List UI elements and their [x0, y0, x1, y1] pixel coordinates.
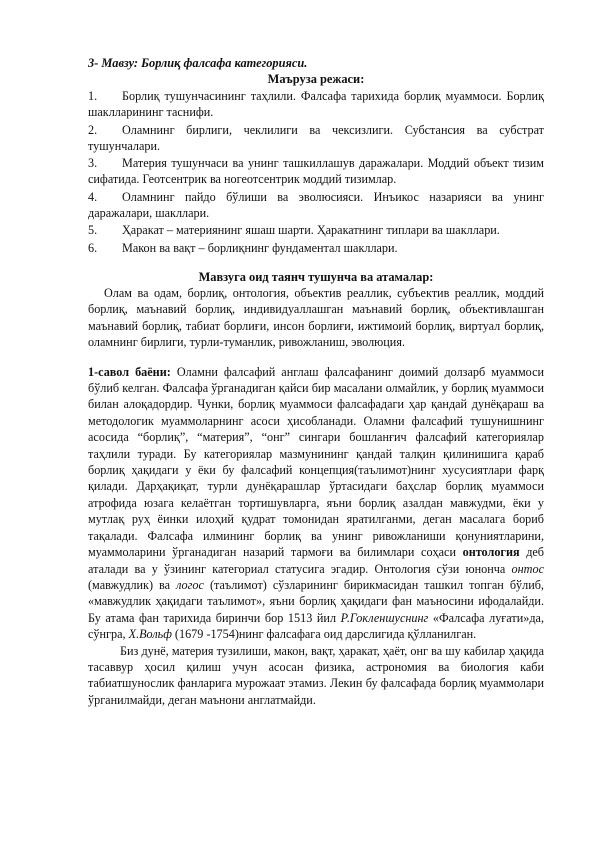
ontos-term: онтос — [511, 561, 544, 576]
plan-item-number: 2. — [88, 122, 98, 137]
ontology-term: онтология — [462, 545, 520, 560]
plan-item — [88, 155, 544, 187]
plan-item — [88, 88, 544, 120]
answer-text: деб аталади ва у ўзининг категориал статусига эгадир. Онтология сўзи юнонча — [88, 545, 545, 576]
plan-item — [88, 189, 544, 221]
plan-item — [88, 122, 544, 154]
answer-text: «Фалсафа луғати»да, сўнгра, — [88, 610, 544, 642]
section-spacer — [88, 257, 544, 267]
plan-item-number: 4. — [88, 189, 98, 204]
plan-item-number: 1. — [88, 89, 98, 103]
plan-item-text: Материя тушунчаси ва унинг ташкиллашув даражалари. Моддий объект тизим сифатида. Геотсентрик ва ногеотсентрик моддий тизимлар. — [88, 156, 544, 186]
answer-text: (1679 -1754)нинг фалсафага оид дарслигида қўлланилган. — [171, 627, 477, 642]
goklenius-name: Р.Гокленшуснинг — [340, 610, 429, 625]
plan-item-number: 5. — [88, 223, 98, 237]
plan-item-text: Борлиқ тушунчасининг таҳлили. Фалсафа тарихида борлиқ муаммоси. Борлиқ шаклларининг таснифи. — [88, 89, 544, 119]
plan-item — [88, 240, 544, 256]
topic-title: 3- Мавзу: Борлиқ фалсафа категорияси. — [88, 56, 308, 70]
lecture-plan-heading: Маърузa режаси: — [267, 72, 365, 86]
plan-item-text: Оламнинг бирлиги, чеклилиги ва чексизлиги. Субстансия ва субстрат тушунчалари. — [88, 122, 544, 153]
plan-item-text: Оламнинг пайдо бўлиши ва эволюсияси. Инъикос назарияси ва унинг даражалари, шакллари. — [88, 189, 544, 220]
question-1-lead: 1-савол баёни: — [88, 364, 171, 379]
plan-item-number: 6. — [88, 240, 98, 255]
answer-text: Оламни фалсафий англаш фалсафанинг доимий долзарб муаммоси бўлиб келган. Фалсафа ўрганадиган қайси бир масалани олмайлик, у борлиқ муаммоси билан алоқадордир. Чунки, борлиқ муаммоси фалсафадаги ҳар қандай дунёқараш ва методологик муаммоларнинг асоси ҳисобланади. Оламни фалсафий тушунишнинг асосида “борлиқ”, “материя”, “онг” сингари бошланғич фалсафий категориялар таҳлили туради. Бу категориялар мазмунининг қандай талқин қилинишига қараб борлиқ ҳақидаги у ёки бу фалсафий концепция(таълимот)нинг хусусиятлари фарқ қилади. Дарҳақиқат, турли дунёқарашлар ўртасидаги баҳслар борлиқ муаммоси атрофида юзага келаётган тортишувларга, яъни борлиқ азалдан мавжудми, ёки у мутлақ руҳ ёинки илоҳий қудрат томонидан яратилганми, деган масалага бориб тақалади. Фалсафа илмининг борлиқ ва унинг ривожланиши қонуниятларини, муаммоларини ўрганадиган назарий тармоғи ва билимлари соҳаси — [88, 364, 544, 560]
wolff-name: Х.Вольф — [128, 627, 172, 642]
plan-item — [88, 222, 544, 238]
plan-item-number: 3. — [88, 156, 98, 170]
plan-item-text: Ҳаракат – материянинг яшаш шарти. Ҳаракатнинг типлари ва шакллари. — [122, 223, 500, 237]
question-1-answer — [88, 364, 544, 643]
lecture-plan-list — [88, 88, 544, 256]
key-concepts-text: Олам ва одам, борлиқ, онтология, объектив реаллик, субъектив реаллик, моддий борлиқ, маънавий борлиқ, индивидуаллашган маънавий борлиқ, объективлашган маънавий борлиқ, табиат борлиғи, инсон борлиғи, ижтимоий борлиқ, виртуал борлиқ, оламнинг бирлиги, турли-туманлик, ривожланиш, эволюция. — [88, 286, 544, 350]
section-spacer — [88, 351, 544, 364]
closing-paragraph: Биз дунё, материя тузилиши, макон, вақт, ҳаракат, ҳаёт, онг ва шу кабилар ҳақида тасаввур ҳосил қилиш учун асосан физика, астрономия ва биология каби табиатшунослик фанларига мурожаат этамиз. Лекин бу фалсафада борлиқ муаммолари ўрганилмайди, деган маънони англатмайди. — [88, 643, 544, 707]
answer-text: (таълимот) сўзларининг бирикмасидан ташкил топган бўлиб, «мавжудлик ҳақидаги таълимот», яъни борлиқ ҳақидаги фан маъносини ифодалайди. Бу атама фан тарихида биринчи бор 1513 йил — [88, 577, 544, 625]
logos-term: логос — [176, 577, 204, 592]
answer-text: (мавжудлик) ва — [88, 577, 177, 592]
plan-item-text: Макон ва вақт – борлиқнинг фундаментал шакллари. — [122, 240, 398, 255]
key-concepts-heading: Мавзуга оид таянч тушунча ва атамалар: — [198, 270, 434, 284]
